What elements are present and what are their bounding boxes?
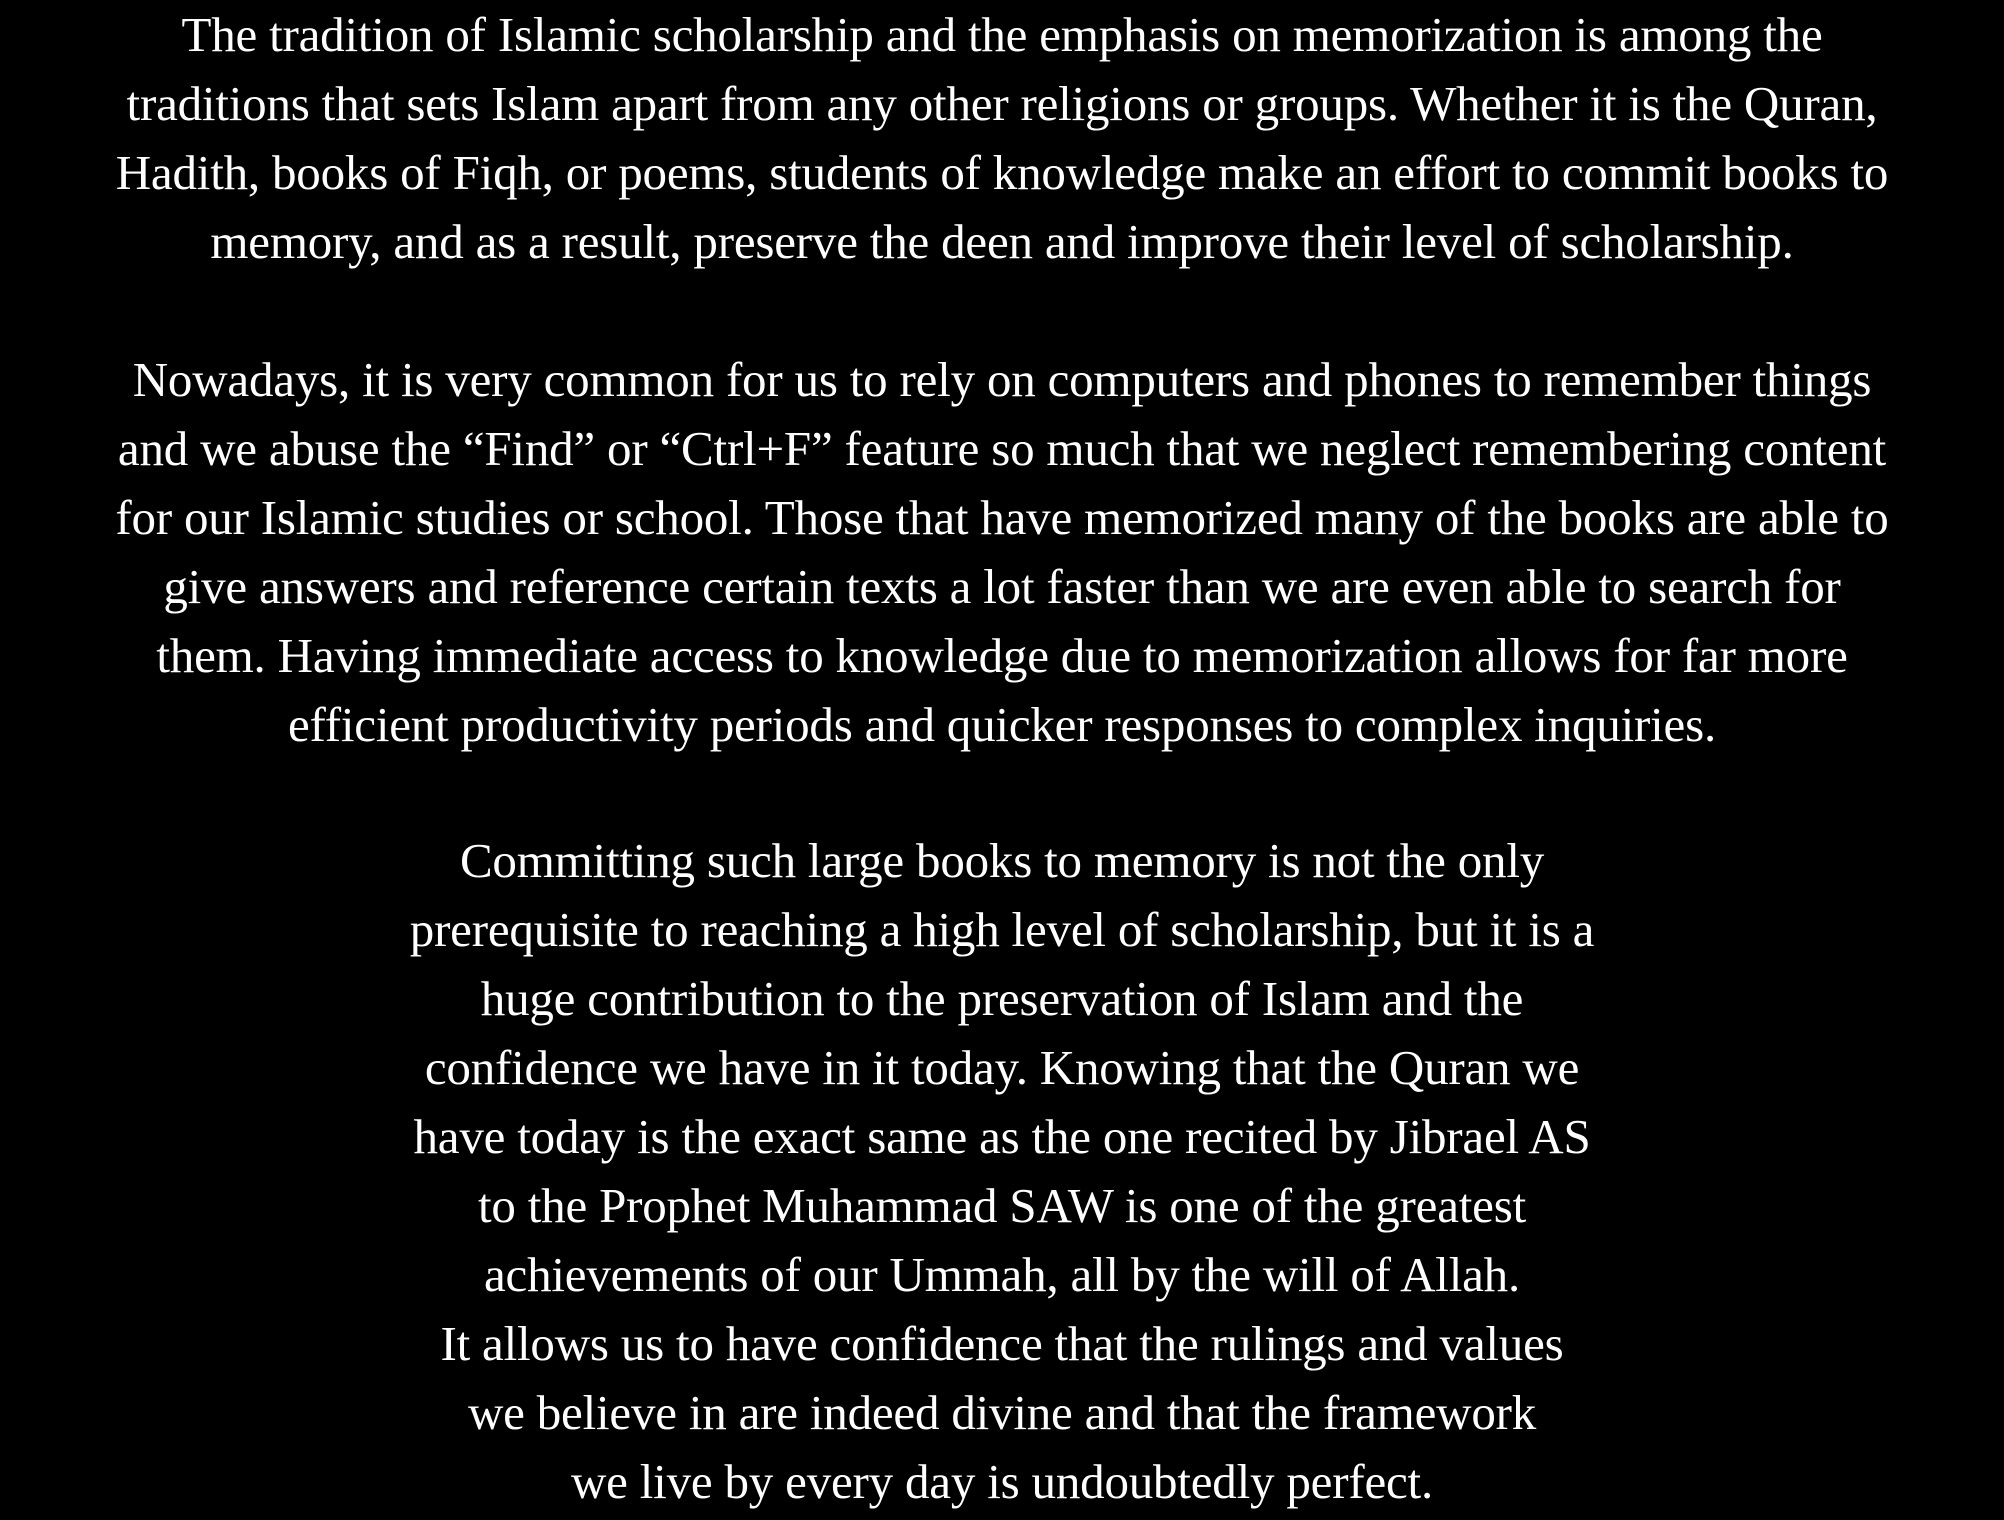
text-line: Hadith, books of Fiqh, or poems, students of knowledge make an effort to commit books to <box>115 145 1889 200</box>
text-line: Nowadays, it is very common for us to rely on computers and phones to remember things <box>132 352 1872 407</box>
text-line: It allows us to have confidence that the rulings and values <box>440 1316 1564 1371</box>
text-line: huge contribution to the preservation of Islam and the <box>480 971 1524 1026</box>
text-line: to the Prophet Muhammad SAW is one of the greatest <box>478 1178 1526 1233</box>
paragraph-committing-to-memory <box>0 826 2004 1516</box>
text-line: them. Having immediate access to knowledge due to memorization allows for far more <box>156 628 1848 683</box>
text-line: memory, and as a result, preserve the deen and improve their level of scholarship. <box>210 214 1794 269</box>
text-line: for our Islamic studies or school. Those that have memorized many of the books are able to <box>115 490 1889 545</box>
text-line: we live by every day is undoubtedly perfect. <box>570 1454 1434 1509</box>
text-line: have today is the exact same as the one recited by Jibrael AS <box>413 1109 1591 1164</box>
text-line: we believe in are indeed divine and that the framework <box>467 1385 1537 1440</box>
text-line: traditions that sets Islam apart from any other religions or groups. Whether it is the Quran, <box>126 76 1878 131</box>
text-line: give answers and reference certain texts a lot faster than we are even able to search for <box>163 559 1841 614</box>
text-line: and we abuse the “Find” or “Ctrl+F” feature so much that we neglect remembering content <box>117 421 1887 476</box>
text-line: prerequisite to reaching a high level of scholarship, but it is a <box>409 902 1595 957</box>
paragraph-scholarship-tradition <box>0 0 2004 276</box>
paragraph-nowadays <box>0 345 2004 759</box>
text-line: The tradition of Islamic scholarship and the emphasis on memorization is among the <box>181 7 1823 62</box>
text-line: efficient productivity periods and quicker responses to complex inquiries. <box>287 697 1717 752</box>
text-line: achievements of our Ummah, all by the will of Allah. <box>483 1247 1521 1302</box>
text-line: confidence we have in it today. Knowing that the Quran we <box>424 1040 1580 1095</box>
text-line: Committing such large books to memory is not the only <box>459 833 1545 888</box>
